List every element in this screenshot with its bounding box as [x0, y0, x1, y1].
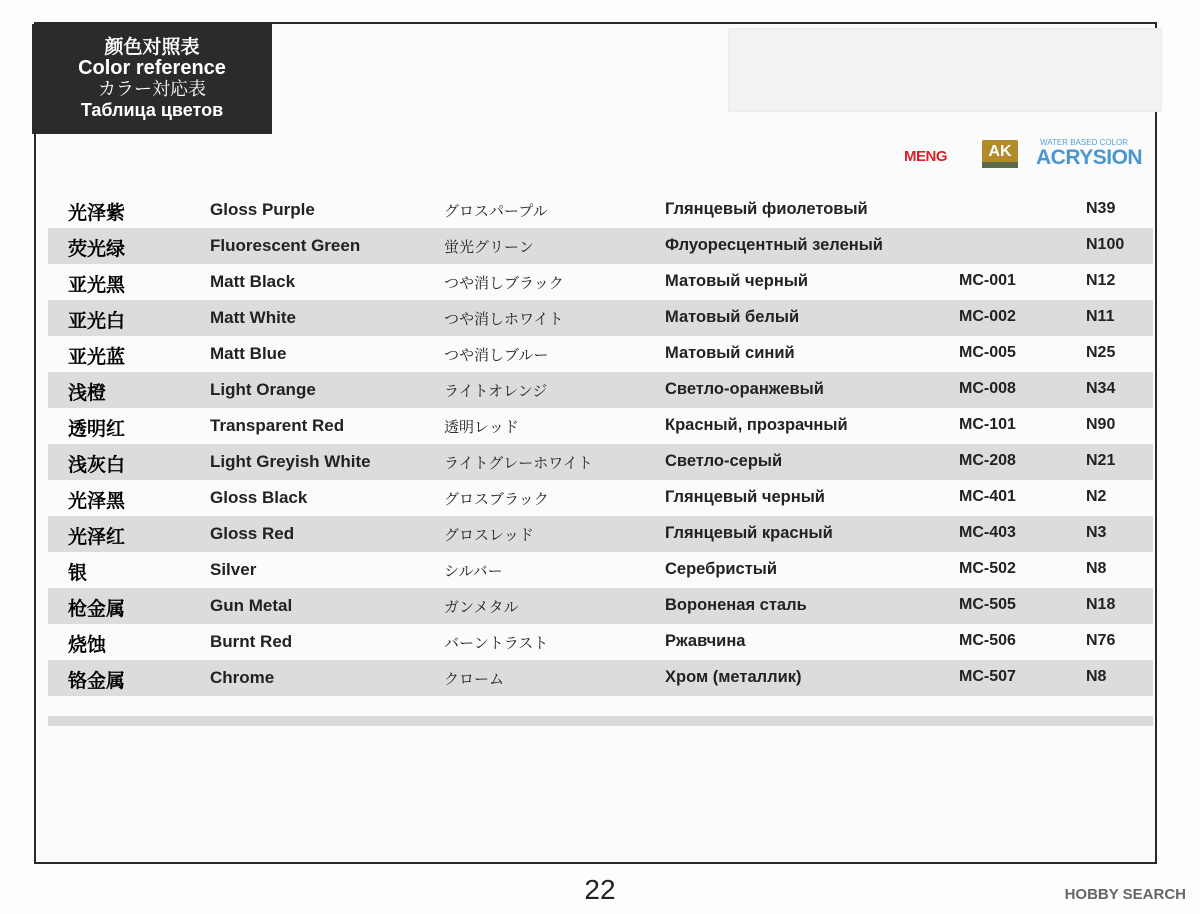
acrysion-tagline: WATER BASED COLOR	[1040, 138, 1129, 147]
color-name-en: Silver	[210, 560, 257, 579]
color-name-jp: つや消しブラック	[444, 274, 564, 292]
color-name-jp: ライトオレンジ	[444, 382, 548, 400]
color-name-en: Matt Blue	[210, 344, 287, 363]
meng-code: MC-401	[959, 488, 1016, 505]
color-name-en: Fluorescent Green	[210, 236, 361, 255]
color-name-ru: Глянцевый красный	[665, 524, 833, 542]
table-row	[48, 516, 1153, 552]
color-name-en: Gloss Black	[210, 488, 308, 507]
color-name-jp: ライトグレーホワイト	[444, 454, 593, 472]
table-row	[48, 372, 1153, 408]
header-title-cn: 颜色对照表	[104, 36, 200, 58]
color-reference-table	[48, 192, 1153, 696]
table-row	[48, 300, 1153, 336]
meng-logo: MENG	[904, 148, 947, 165]
meng-code: MC-403	[959, 524, 1016, 541]
table-row	[48, 336, 1153, 372]
table-row	[48, 408, 1153, 444]
table-row	[48, 264, 1153, 300]
acrysion-code: N12	[1086, 272, 1116, 289]
color-name-jp: ガンメタル	[444, 598, 519, 616]
color-name-ru: Ржавчина	[665, 632, 746, 650]
acrysion-code: N100	[1086, 236, 1125, 253]
color-name-cn: 光泽紫	[68, 202, 126, 224]
acrysion-logo: ACRYSION	[1036, 146, 1143, 169]
meng-code: MC-505	[959, 596, 1016, 613]
color-name-ru: Матовый черный	[665, 272, 809, 290]
color-name-en: Light Greyish White	[210, 452, 371, 471]
table-row	[48, 588, 1153, 624]
acrysion-code: N2	[1086, 488, 1107, 505]
header-title-en: Color reference	[78, 57, 226, 79]
color-name-ru: Светло-серый	[665, 452, 783, 470]
color-name-jp: バーントラスト	[444, 634, 549, 652]
meng-code: MC-008	[959, 380, 1016, 397]
color-name-cn: 透明红	[68, 418, 126, 440]
color-name-en: Gloss Red	[210, 524, 295, 543]
color-name-ru: Красный, прозрачный	[665, 416, 848, 434]
color-name-cn: 光泽黑	[68, 490, 126, 512]
color-name-cn: 浅灰白	[68, 454, 126, 476]
header-title-jp: カラー対応表	[98, 79, 206, 100]
meng-code: MC-507	[959, 668, 1016, 685]
color-name-cn: 银	[68, 562, 88, 584]
table-footer-bar	[48, 716, 1153, 726]
color-name-cn: 枪金属	[68, 598, 126, 620]
color-name-en: Burnt Red	[210, 632, 293, 651]
table-row	[48, 444, 1153, 480]
acrysion-code: N76	[1086, 632, 1116, 649]
hobby-search-watermark: HOBBY SEARCH	[1064, 886, 1186, 903]
acrysion-code: N8	[1086, 560, 1107, 577]
color-name-en: Transparent Red	[210, 416, 345, 435]
meng-code: MC-002	[959, 308, 1016, 325]
section-header	[32, 24, 272, 134]
color-name-cn: 亚光蓝	[68, 346, 126, 368]
color-name-en: Matt Black	[210, 272, 296, 291]
ak-logo	[982, 140, 1018, 168]
acrysion-code: N21	[1086, 452, 1116, 469]
color-name-jp: クローム	[444, 670, 505, 688]
meng-code: MC-208	[959, 452, 1016, 469]
color-name-jp: グロスパープル	[444, 202, 548, 220]
header-title-ru: Таблица цветов	[80, 100, 224, 120]
page-number: 22	[584, 874, 616, 905]
color-name-cn: 浅橙	[68, 382, 107, 404]
meng-code: MC-101	[959, 416, 1016, 433]
table-row	[48, 228, 1153, 264]
color-name-en: Gloss Purple	[210, 200, 315, 219]
table-row	[48, 480, 1153, 516]
acrysion-code: N39	[1086, 200, 1116, 217]
color-name-cn: 亚光白	[68, 310, 126, 332]
color-name-en: Gun Metal	[210, 596, 293, 615]
table-row	[48, 624, 1153, 660]
acrysion-code: N3	[1086, 524, 1107, 541]
table-row	[48, 660, 1153, 696]
meng-code: MC-005	[959, 344, 1016, 361]
meng-code: MC-506	[959, 632, 1016, 649]
color-name-cn: 亚光黑	[68, 274, 126, 296]
color-name-ru: Светло-оранжевый	[665, 380, 824, 398]
color-name-jp: つや消しブルー	[444, 346, 549, 364]
color-name-ru: Серебристый	[665, 560, 778, 578]
acrysion-code: N11	[1086, 308, 1115, 325]
color-name-ru: Матовый синий	[665, 344, 795, 362]
color-name-en: Matt White	[210, 308, 296, 327]
acrysion-code: N8	[1086, 668, 1107, 685]
table-row	[48, 552, 1153, 588]
color-name-en: Chrome	[210, 668, 275, 687]
color-name-ru: Хром (металлик)	[665, 668, 802, 686]
color-name-jp: グロスブラック	[444, 490, 549, 508]
acrysion-code: N34	[1086, 380, 1116, 397]
color-name-ru: Глянцевый черный	[665, 488, 825, 506]
color-name-cn: 荧光绿	[68, 238, 126, 260]
acrysion-code: N18	[1086, 596, 1116, 613]
color-name-ru: Глянцевый фиолетовый	[665, 200, 868, 218]
acrysion-code: N25	[1086, 344, 1116, 361]
table-row	[48, 192, 1153, 228]
meng-code: MC-502	[959, 560, 1016, 577]
color-name-ru: Флуоресцентный зеленый	[665, 236, 883, 254]
color-name-ru: Вороненая сталь	[665, 596, 807, 614]
meng-code: MC-001	[959, 272, 1016, 289]
ak-logo-text: AK	[988, 143, 1012, 160]
color-name-jp: 蛍光グリーン	[444, 238, 534, 256]
color-name-cn: 光泽红	[68, 526, 126, 548]
background-panel	[728, 28, 1162, 112]
color-name-jp: 透明レッド	[444, 418, 519, 436]
color-name-jp: グロスレッド	[444, 526, 534, 544]
color-name-cn: 烧蚀	[68, 634, 107, 656]
acrysion-code: N90	[1086, 416, 1116, 433]
color-name-jp: つや消しホワイト	[444, 310, 564, 328]
color-name-jp: シルバー	[444, 562, 503, 580]
color-name-cn: 铬金属	[68, 670, 126, 692]
color-name-ru: Матовый белый	[665, 308, 800, 326]
color-name-en: Light Orange	[210, 380, 316, 399]
